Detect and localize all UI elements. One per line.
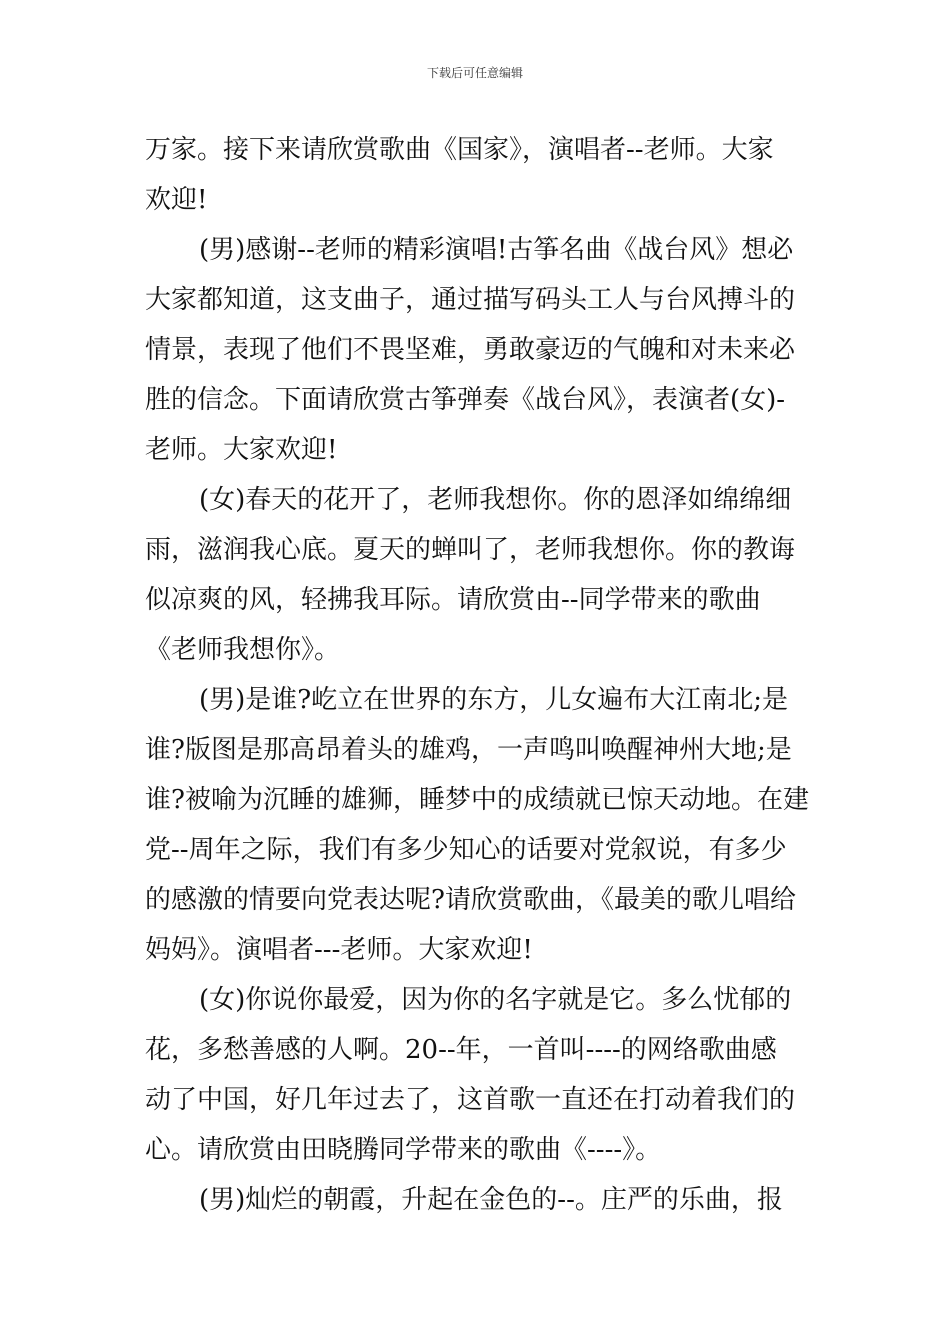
text-line: 万家。接下来请欣赏歌曲《国家》，演唱者--老师。大家 <box>145 135 774 165</box>
text-line: 心。请欣赏由田晓腾同学带来的歌曲《----》。 <box>145 1135 662 1165</box>
text-line: (男)感谢--老师的精彩演唱!古筝名曲《战台风》想必 <box>199 235 794 265</box>
document-body <box>145 125 810 1225</box>
text-line: 胜的信念。下面请欣赏古筝弹奏《战台风》，表演者(女)- <box>145 385 786 415</box>
text-line: 情景，表现了他们不畏坚难，勇敢豪迈的气魄和对未来必 <box>145 335 796 365</box>
text-line: 欢迎! <box>145 185 208 215</box>
text-line: 谁?被喻为沉睡的雄狮，睡梦中的成绩就已惊天动地。在建 <box>145 785 809 815</box>
text-line: (女)春天的花开了，老师我想你。你的恩泽如绵绵细 <box>199 485 792 515</box>
text-line: (男)灿烂的朝霞，升起在金色的--。庄严的乐曲，报 <box>199 1185 783 1215</box>
text-line: 妈妈》。演唱者---老师。大家欢迎! <box>145 935 533 965</box>
text-line: (男)是谁?屹立在世界的东方，儿女遍布大江南北;是 <box>199 685 788 715</box>
text-line: 的感激的情要向党表达呢?请欣赏歌曲，《最美的歌儿唱给 <box>145 885 796 915</box>
text-line: 老师。大家欢迎! <box>145 435 338 465</box>
page-header: 下载后可任意编辑 <box>426 66 523 80</box>
text-line: (女)你说你最爱，因为你的名字就是它。多么忧郁的 <box>199 985 792 1015</box>
text-line: 花，多愁善感的人啊。20--年，一首叫----的网络歌曲感 <box>145 1035 777 1065</box>
text-line: 《老师我想你》。 <box>145 635 341 665</box>
text-line: 动了中国，好几年过去了，这首歌一直还在打动着我们的 <box>145 1085 796 1115</box>
text-line: 党--周年之际，我们有多少知心的话要对党叙说，有多少 <box>145 835 787 865</box>
text-line: 雨，滋润我心底。夏天的蝉叫了，老师我想你。你的教诲 <box>145 535 796 565</box>
text-line: 谁?版图是那高昂着头的雄鸡，一声鸣叫唤醒神州大地;是 <box>145 735 792 765</box>
text-line: 似凉爽的风，轻拂我耳际。请欣赏由--同学带来的歌曲 <box>145 585 761 615</box>
text-line: 大家都知道，这支曲子，通过描写码头工人与台风搏斗的 <box>145 285 796 315</box>
